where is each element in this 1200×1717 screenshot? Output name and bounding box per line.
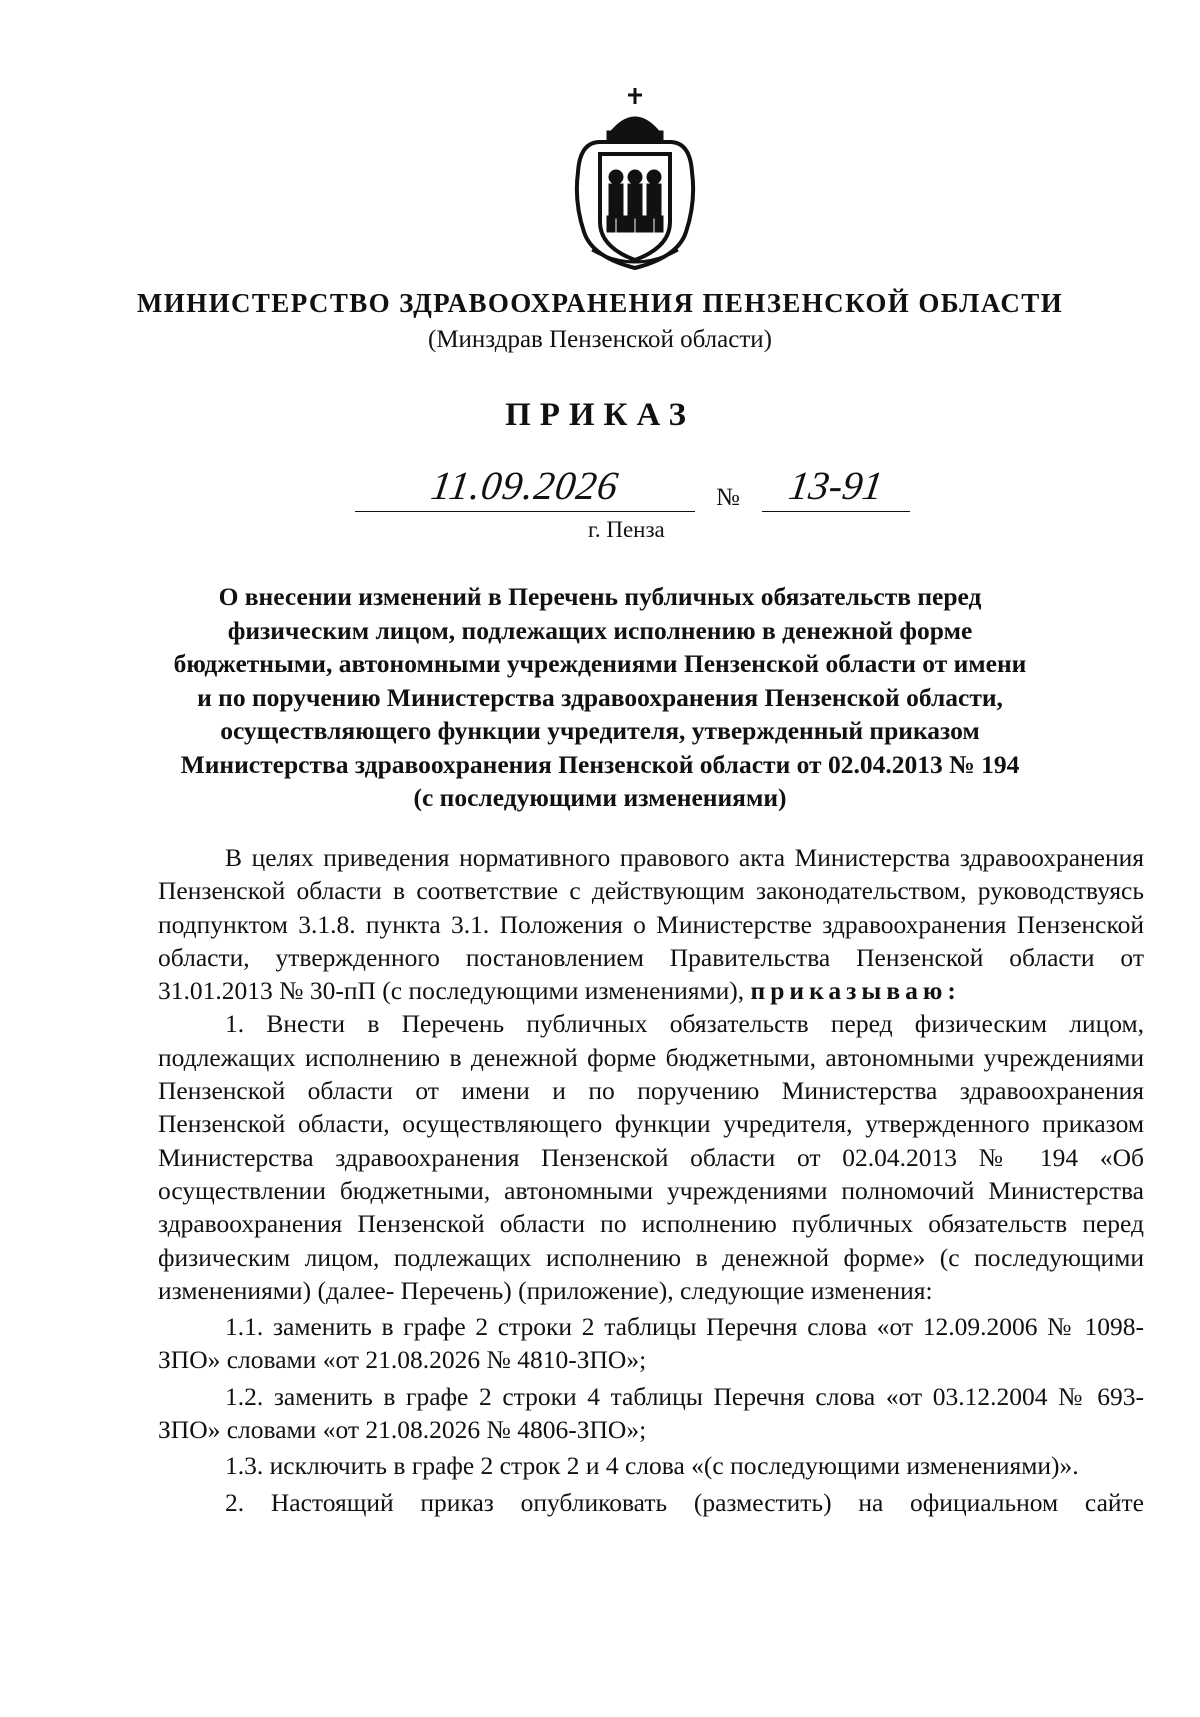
title-line: (с последующими изменениями) xyxy=(413,783,787,812)
title-line: О внесении изменений в Перечень публичных обязательств перед xyxy=(218,582,982,611)
ministry-short-name: (Минздрав Пензенской области) xyxy=(428,326,772,353)
title-line: бюджетными, автономными учреждениями Пензенской области от имени xyxy=(173,649,1027,678)
issue-city: г. Пенза xyxy=(588,517,665,542)
title-line: и по поручению Министерства здравоохранения Пензенской области, xyxy=(197,682,1003,712)
order-body xyxy=(158,841,1144,1519)
title-line: Министерства здравоохранения Пензенской области от 02.04.2013 № 194 xyxy=(180,749,1020,779)
coat-of-arms-emblem xyxy=(570,82,700,272)
order-date: 11.09.2026 xyxy=(428,463,622,508)
item-2-paragraph: 2. Настоящий приказ опубликовать (разместить) на официальном сайте xyxy=(225,1487,1144,1517)
date-underline xyxy=(355,511,695,512)
order-number: 13-91 xyxy=(786,463,886,508)
title-line: осуществляющего функции учредителя, утвержденный приказом xyxy=(220,716,980,745)
order-word: приказываю: xyxy=(750,976,961,1006)
item-1-3-paragraph: 1.3. исключить в графе 2 строк 2 и 4 слова «(с последующими изменениями)». xyxy=(225,1451,1079,1481)
number-underline xyxy=(762,511,910,512)
title-line: физическим лицом, подлежащих исполнению в денежной форме xyxy=(227,615,973,645)
item-1-2-paragraph: 1.2. заменить в графе 2 строки 4 таблицы Перечня слова «от 03.12.2004 № 693-ЗПО» словами «от 21.08.2026 № 4806-ЗПО»; xyxy=(158,1381,1144,1445)
document-type: ПРИКАЗ xyxy=(505,397,695,433)
item-1-paragraph: 1. Внести в Перечень публичных обязательств перед физическим лицом, подлежащих исполнению в денежной форме бюджетными, автономными учреждениями Пензенской области от имени и по поручению Министерства здравоохранения Пензенской области, осуществляющего функции учредителя, утвержденного приказом Министерства здравоохранения Пензенской области от 02.04.2013 № 194 «Об осуществлении бюджетными, автономными учреждениями полномочий Министерства здравоохранения Пензенской области по исполнению публичных обязательств перед физическим лицом, подлежащих исполнению в денежной форме» (с последующими изменениями) (далее- Перечень) (приложение), следующие изменения: xyxy=(158,1009,1144,1305)
preamble-text: В целях приведения нормативного правового акта Министерства здравоохранения Пензенской области в соответствие с действующим законодательством, руководствуясь подпунктом 3.1.8. пункта 3.1. Положения о Министерстве здравоохранения Пензенской области, утвержденного постановлением Правительства Пензенской области от 31.01.2013 № 30-пП (с последующими изменениями), xyxy=(158,843,1144,1006)
number-sign: № xyxy=(716,484,740,511)
order-title xyxy=(150,580,1050,815)
ministry-name: МИНИСТЕРСТВО ЗДРАВООХРАНЕНИЯ ПЕНЗЕНСКОЙ ОБЛАСТИ xyxy=(136,288,1064,318)
item-1-1-paragraph: 1.1. заменить в графе 2 строки 2 таблицы Перечня слова «от 12.09.2006 № 1098-ЗПО» словами «от 21.08.2026 № 4810-ЗПО»; xyxy=(158,1312,1144,1375)
preamble-paragraph xyxy=(158,841,1144,1007)
